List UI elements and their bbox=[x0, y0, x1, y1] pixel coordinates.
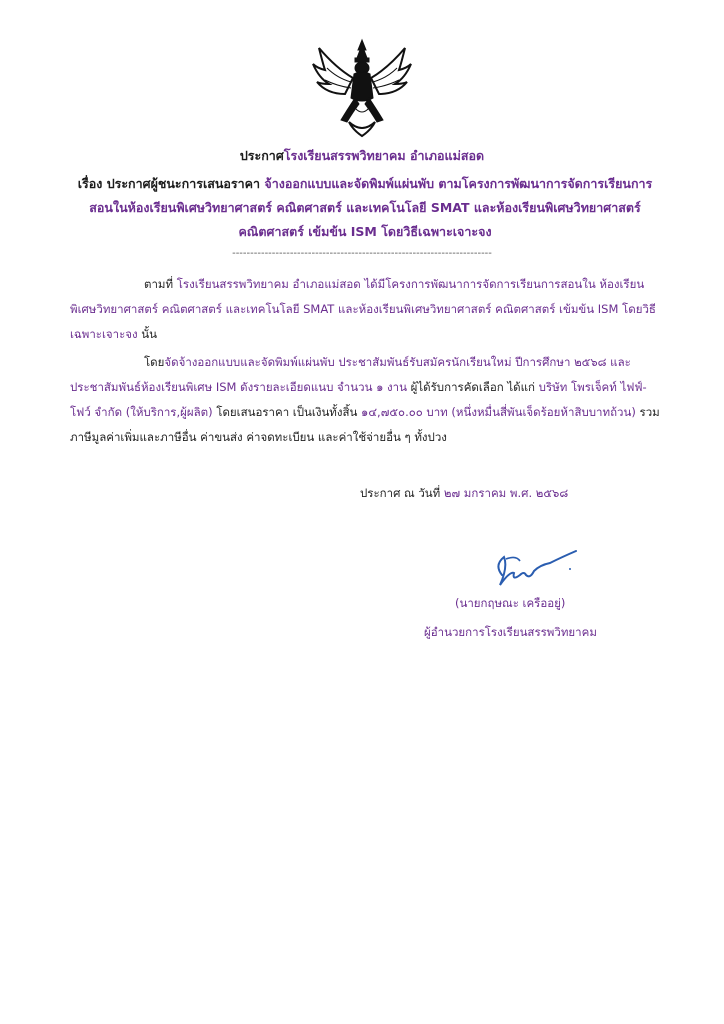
price-amount: ๑๔,๗๕๐.๐๐ บาท (หนึ่งหมื่นสี่พันเจ็ดร้อยห้าสิบบาทถ้วน) bbox=[361, 405, 636, 419]
winner-name: บริษัท โพรเจ็คท์ ไฟฟ์-โฟว์ จำกัด (ให้บริการ,ผู้ผลิต) bbox=[70, 380, 647, 419]
garuda-emblem-icon bbox=[311, 38, 413, 138]
paragraph-award bbox=[70, 350, 660, 450]
school-name: โรงเรียนสรรพวิทยาคม อำเภอแม่สอด bbox=[283, 148, 485, 163]
title-prefix: ประกาศ bbox=[239, 148, 284, 163]
p2-price-lead: โดยเสนอราคา เป็นเงินทั้งสิ้น bbox=[212, 405, 362, 419]
paragraph-background bbox=[70, 272, 660, 347]
p2-tail: รวมภาษีมูลค่าเพิ่มและภาษีอื่น ค่าขนส่ง ค่าจดทะเบียน และค่าใช้จ่ายอื่น ๆ ทั้งปวง bbox=[70, 405, 660, 444]
signer-name: (นายกฤษณะ เครืออยู่) bbox=[455, 596, 566, 610]
subject-prefix: เรื่อง ประกาศผู้ชนะการเสนอราคา bbox=[77, 176, 265, 191]
date-value: ๒๗ มกราคม พ.ศ. ๒๕๖๘ bbox=[443, 486, 569, 500]
signer-title: ผู้อำนวยการโรงเรียนสรรพวิทยาคม bbox=[424, 625, 597, 639]
p1-body: โรงเรียนสรรพวิทยาคม อำเภอแม่สอด ได้มีโครงการพัฒนาการจัดการเรียนการสอนใน ห้องเรียนพิเศษวิทยาศาสตร์ คณิตศาสตร์ และเทคโนโลยี SMAT และห้องเรียนพิเศษวิทยาศาสตร์ คณิตศาสตร์ เข้มข้น ISM โดยวิธีเฉพาะเจาะจง bbox=[70, 277, 656, 341]
announcement-date bbox=[360, 485, 568, 503]
subject-body: จ้างออกแบบและจัดพิมพ์แผ่นพับ ตามโครงการพัฒนาการจัดการเรียนการสอนในห้องเรียนพิเศษวิทยาศาสตร์ คณิตศาสตร์ และเทคโนโลยี SMAT และห้องเรียนพิเศษวิทยาศาสตร์ คณิตศาสตร์ เข้มข้น ISM โดยวิธีเฉพาะเจาะจง bbox=[89, 176, 653, 239]
signature-icon bbox=[490, 545, 580, 595]
p1-tail: นั้น bbox=[137, 327, 158, 341]
p2-lead: โดย bbox=[144, 355, 165, 369]
announcement-title bbox=[0, 146, 724, 166]
date-lead: ประกาศ ณ วันที่ bbox=[360, 486, 444, 500]
announcement-subject bbox=[70, 172, 660, 244]
p2-winner-lead: ผู้ได้รับการคัดเลือก ได้แก่ bbox=[406, 380, 539, 394]
p1-lead: ตามที่ bbox=[144, 277, 177, 291]
divider-line: ------------------------------------------------------------------------ bbox=[232, 248, 492, 259]
p2-body: จัดจ้างออกแบบและจัดพิมพ์แผ่นพับ ประชาสัมพันธ์รับสมัครนักเรียนใหม่ ปีการศึกษา ๒๕๖๘ และประชาสัมพันธ์ห้องเรียนพิเศษ ISM ดังรายละเอียดแนบ จำนวน ๑ งาน bbox=[70, 355, 631, 394]
